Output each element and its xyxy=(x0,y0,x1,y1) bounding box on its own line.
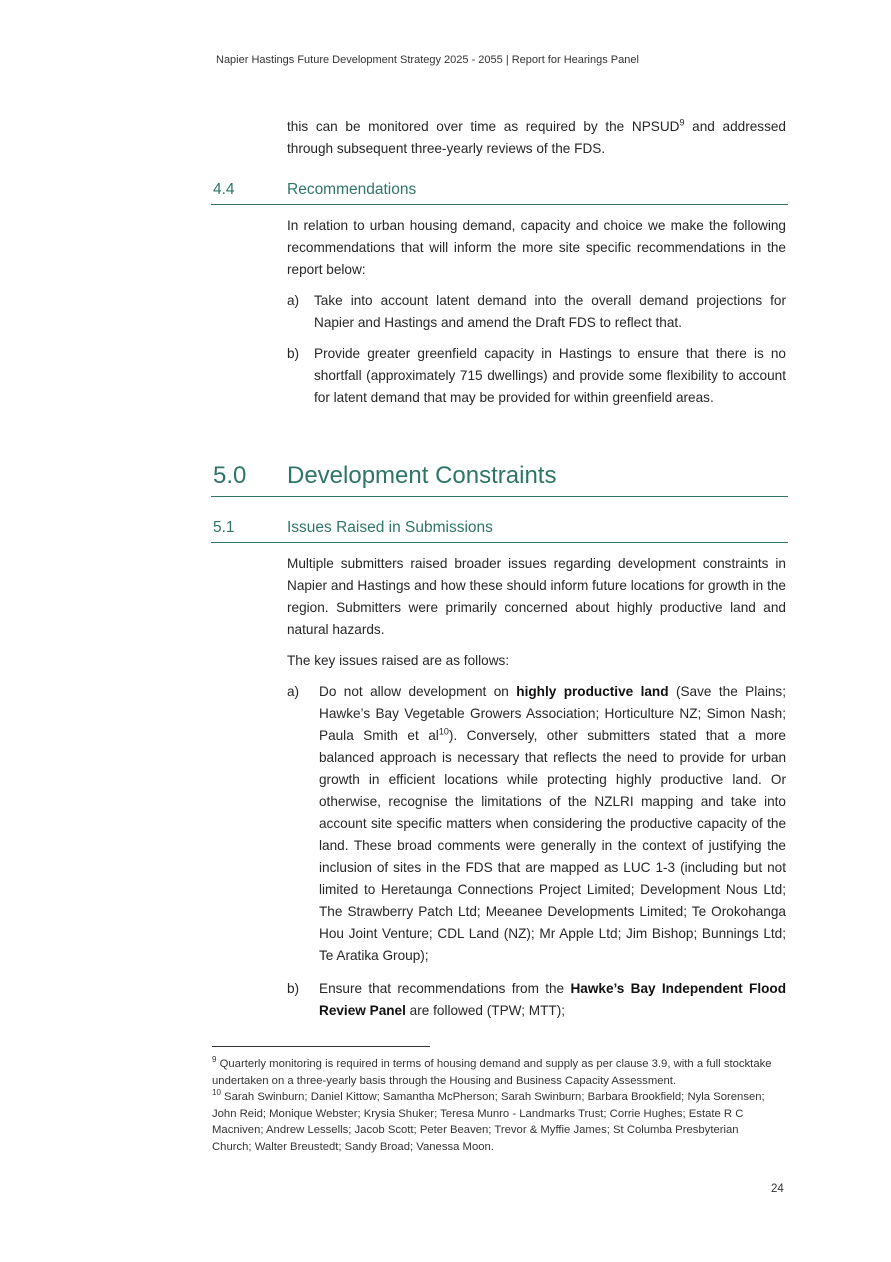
list-item xyxy=(287,978,786,1022)
submissions-paragraph: Multiple submitters raised broader issues regarding development constraints in Napier and Hastings and how these should inform future locations for growth in the region. Submitters were primarily concerned about highly productive land and natural hazards. xyxy=(287,556,786,637)
item-b-bold: Hawke’s Bay Independent Flood Review Panel xyxy=(319,981,787,1018)
list-text: Take into account latent demand into the overall demand projections for Napier and Hastings and amend the Draft FDS to reflect that. xyxy=(314,293,786,330)
key-issues-intro: The key issues raised are as follows: xyxy=(287,653,510,668)
section-heading-5-0 xyxy=(211,462,788,497)
footnote-10 xyxy=(212,1089,772,1155)
section-title: Recommendations xyxy=(287,181,417,198)
section-heading-4-4 xyxy=(211,181,788,205)
footnote-9 xyxy=(212,1056,772,1089)
intro-paragraph xyxy=(287,116,786,160)
section-number: 5.1 xyxy=(213,519,235,536)
footnote-number: 9 xyxy=(212,1055,217,1065)
list-text xyxy=(319,978,786,1022)
item-a-post: ). Conversely, other submitters stated that a more balanced approach is necessary that reflects the need to provide for urban growth in efficient locations while protecting highly productive land. Or otherwise, recognise the limitations of the NZLRI mapping and take into account site specific matters when considering the productive capacity of the land. These broad comments were generally in the context of justifying the inclusion of sites in the FDS that are mapped as LUC 1-3 (including but not limited to Heretaunga Connections Project Limited; Development Nous Ltd; The Strawberry Patch Ltd; Meeanee Developments Limited; Te Orokohanga Hou Joint Venture; CDL Land (NZ); Mr Apple Ltd; Jim Bishop; Bunnings Ltd; Te Aratika Group); xyxy=(319,728,786,963)
list-label: a) xyxy=(287,293,300,308)
item-a-pre: Do not allow development on xyxy=(319,684,517,699)
footnote-ref-9[interactable]: 9 xyxy=(679,117,685,128)
running-header: Napier Hastings Future Development Strategy 2025 - 2055 | Report for Hearings Panel xyxy=(216,54,639,66)
item-a-mid: (Save the Plains; Hawke’s Bay Vegetable Growers Association; Horticulture NZ; Simon Nash; Paula Smith et al xyxy=(319,684,786,743)
page-number: 24 xyxy=(771,1183,784,1195)
list-label: b) xyxy=(287,981,300,996)
footnote-divider xyxy=(212,1046,430,1047)
footnote-text: Sarah Swinburn; Daniel Kittow; Samantha McPherson; Sarah Swinburn; Barbara Brookfield; Nyla Sorensen; John Reid; Monique Webster; Krysia Shuker; Teresa Munro - Landmarks Trust; Corrie Hughes; Estate R C Macniven; Andrew Lessells; Jacob Scott; Peter Beaven; Trevor & Myffie James; St Columba Presbyterian Church; Walter Breustedt; Sandy Broad; Vanessa Moon. xyxy=(212,1091,765,1153)
recommendations-paragraph: In relation to urban housing demand, capacity and choice we make the following recommendations that will inform the more site specific recommendations in the report below: xyxy=(287,218,786,277)
list-text: Provide greater greenfield capacity in Hastings to ensure that there is no shortfall (approximately 715 dwellings) and provide some flexibility to account for latent demand that may be provided for within greenfield areas. xyxy=(314,346,786,405)
footnote-number: 10 xyxy=(212,1088,221,1098)
list-label: a) xyxy=(287,684,300,699)
item-b-post: are followed (TPW; MTT); xyxy=(405,1003,566,1018)
list-item xyxy=(287,681,786,967)
section-title: Issues Raised in Submissions xyxy=(287,519,493,536)
section-number: 5.0 xyxy=(213,462,247,489)
footnote-text: Quarterly monitoring is required in terms of housing demand and supply as per clause 3.9, with a full stocktake undertaken on a three-yearly basis through the Housing and Business Capacity Assessment. xyxy=(212,1058,772,1087)
footnote-ref-10[interactable]: 10 xyxy=(438,726,449,737)
item-a-bold: highly productive land xyxy=(516,684,669,699)
item-b-pre: Ensure that recommendations from the xyxy=(319,981,571,996)
list-text xyxy=(319,681,786,967)
section-heading-5-1 xyxy=(211,519,788,543)
list-item xyxy=(287,290,786,334)
section-number: 4.4 xyxy=(213,181,235,198)
list-item xyxy=(287,343,786,409)
list-label: b) xyxy=(287,346,300,361)
intro-text-2: and addressed through subsequent three-yearly reviews of the FDS. xyxy=(287,119,786,156)
footnotes xyxy=(212,1056,772,1155)
intro-text-1: this can be monitored over time as required by the NPSUD xyxy=(287,119,680,134)
section-title: Development Constraints xyxy=(287,462,557,489)
